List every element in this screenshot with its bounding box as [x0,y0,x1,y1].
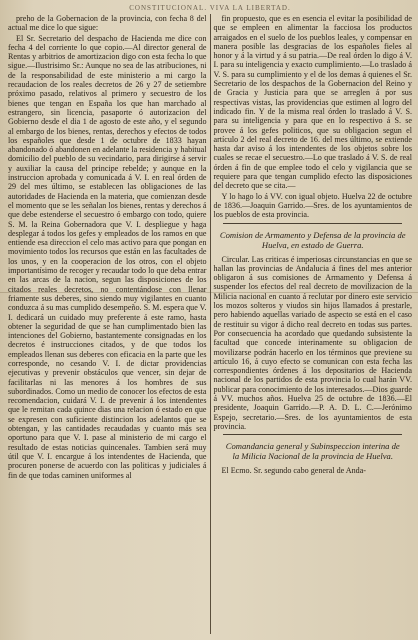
left-column [8,14,207,634]
section-divider [223,223,402,224]
text-columns [8,14,412,634]
left-paragraph-2: El Sr. Secretario del despacho de Hacienda me dice con fecha 4 del corriente lo que copio.—Al director general de Rentas y arbitrios de amortizacion digo con esta fecha lo que sigue.—Ilustrisimo Sr.: Aunque no sea de las atribuciones, ni de la responsabilidad de este ministerio a mi cargo la recaudacion de los reales decretos de 26 y 27 de setiembre próximo pasado, relativos al primero y secuestro de los bienes que tengan en España los que han marchado al estrangero, sin licencia, pasaporte ó autorizacion del Gobierno desde el dia 1 de agosto de este año, y el segundo al embargo de los bienes, rentas, derechos y efectos de todos los españoles que desde 1 de octubre de 1833 hayan abandonado ó abandonen en adelante la residencia y habitual domicilio del pueblo de su vecindario, para dirigirse á servir y auxiliar la causa del principe rebelde; y aunque en la instruccion aprobada y comunicada á V. I. en real órden de 29 del mes último, se establecen las obligaciones de las autoridades de Hacienda en la materia, que comienzan desde el momento que se les señalan los bienes, rentas y derechos á que debe estenderse el secuestro ó embargo con todo, quiere S. M. la Reina Gobernadora que V. I. despliegue y haga desplegar á todos los gefes y empleados de los ramos en que entiende esa direccion el celo mas activo para que pongan en movimiento todos los recursos que están en las facultades de los unos, y en la cooperacion de los otros, con el objeto importantísimo de recoger y recaudar todo lo que deba entrar en las arcas de la nacion, segun las disposiciones de los citados reales decretos, no contentándose con llenar friamente sus deberes, sino siendo muy vigilantes en cuanto conduzca á su mas cumplido desempeño. S. M. espera que V. I. dedicará un cuidado muy preferente á este ramo, hasta obtener la seguridad de que se han cumplimentado bien las intenciones del Gobierno, bastantemente consignadas en los decretos é instrucciones citados, y de que todos los empleados llenan sus deberes con eficacia en la parte que les corresponde, no cesando V. I. de dictar providencias ejecutivas y prevenir obstáculos que vencer, sin dejar de facilitarlas ni las menores á los hombres de sus subordinados. Como un medio de conocer los efectos de esta recomendacion, cuidará V. I. de prevenir á los intendentes que le remitan cada quince dias una relacion ó estado en que se expresen con suficiente distincion los adelantos que se obtengan, y las cantidades recaudadas y cuanto más sea oportuno para que V. I. pase al ministerio de mi cargo el resultado de estas noticias quincenales. Tambien será muy útil que V. I. encargue á los intendentes de Hacienda, que procuren ponerse de acuerdo con las politicas y judiciales á fin de que todas caminen uniformes al [8,33,207,480]
section-title-milicia-line2: la Milicia Nacional de la provincia de Huelva. [232,451,393,462]
section-divider-2 [223,434,402,435]
section-title-milicia-line1: Comandancia general y Subinspeccion interina de [225,441,400,452]
section-title-armamento: Comision de Armamento y Defensa de la provincia de Huelva, en estado de Guerra. [219,229,406,250]
left-paragraph-1: preho de la Gobernacion de la provincia, con fecha 8 del actual me dice lo que sigue: [8,14,207,33]
paper-fold-line [0,292,418,293]
right-column [213,14,412,634]
final-paragraph: El Ecmo. Sr. segundo cabo general de Anda- [221,466,367,476]
running-head: CONSTITUCIONAL. VIVA LA LIBERTAD. [129,4,291,12]
column-rule [210,14,211,634]
right-paragraph-2: Y lo hago lo á VV. con igual objeto. Huelva 22 de octubre de 1836.—Joaquin Garrido.—Sres. de los ayuntamientos de los pueblos de esta provincia. [213,191,412,220]
right-paragraph-1: fin propuesto, que es en esencia el evitar la posibilidad de que se empleen en alimentar la facciosa los productos arraigados en el suelo de los pueblos leales, y compensar en manera posible las desgracias de los españoles fieles al honor y á la virtud y á su patria.—De real órden lo digo á V. I. para su inteligencia y exacto cumplimiento.—Lo traslado á V. S. para su cumplimiento y el de los demas á quienes el Sr. Secretario de los despachos de la Gobernacion del Reino y de Gracia y Justicia para que se arreglen á por sus respectivas vistas, las providencias que estimen al logro del indicado fin. Y de la misma real órden lo traslado á V. S. para su inteligencia y para que en lo respectivo á S. se provee á los gefes politicos, que su obligacion segun el artículo 2 del real decreto de 16. del mes último, se extiende hasta dar aviso á los intendentes de los objetos sobre los cuales se recae el secuestro.—Lo que traslado á V. S. de real órden á fin de que emplee todo el celo y vigilancia que se requiere para que tengan cumplido efecto las disposiciones del decreto que se cita.— [213,14,412,191]
circular-paragraph: Circular. Las criticas é imperiosas circunstancias en que se hallan las provincias de Andalucia á fines del mes anterior obligaron á sus comisiones de Armamento y Defensa á suspender los efectos del real decreto de movilizacion de la Milicia nacional en cuanto á reclutar por dinero este servicio los mozos solteros y viudos sin hijos llamados á prestarle, pero habiendo aquellas variado de aspecto se está en el caso de restituir su vigor á dicho real decreto en todas sus partes. Por consecuencia ha acordado que quedando subsistente la facultad que concede interinamente su obligacion de movilizarse podrán hacerlo en los términos que previene su artículo 16, á cuyo efecto se comunican con esta fecha las correspondientes órdenes á los depositarios de Hacienda nacional de los partidos de esta provincia lo cual harán VV. publicar para conocimiento de los interesados.—Dios guarde á VV. muchos años. Huelva 25 de octubre de 1836.—El presidente, Joaquin Garrido.—P. A. D. L. C.—Jerónimo Espejo, secretario.—Sres. de los ayuntamientos de esta provincia. [213,254,412,431]
